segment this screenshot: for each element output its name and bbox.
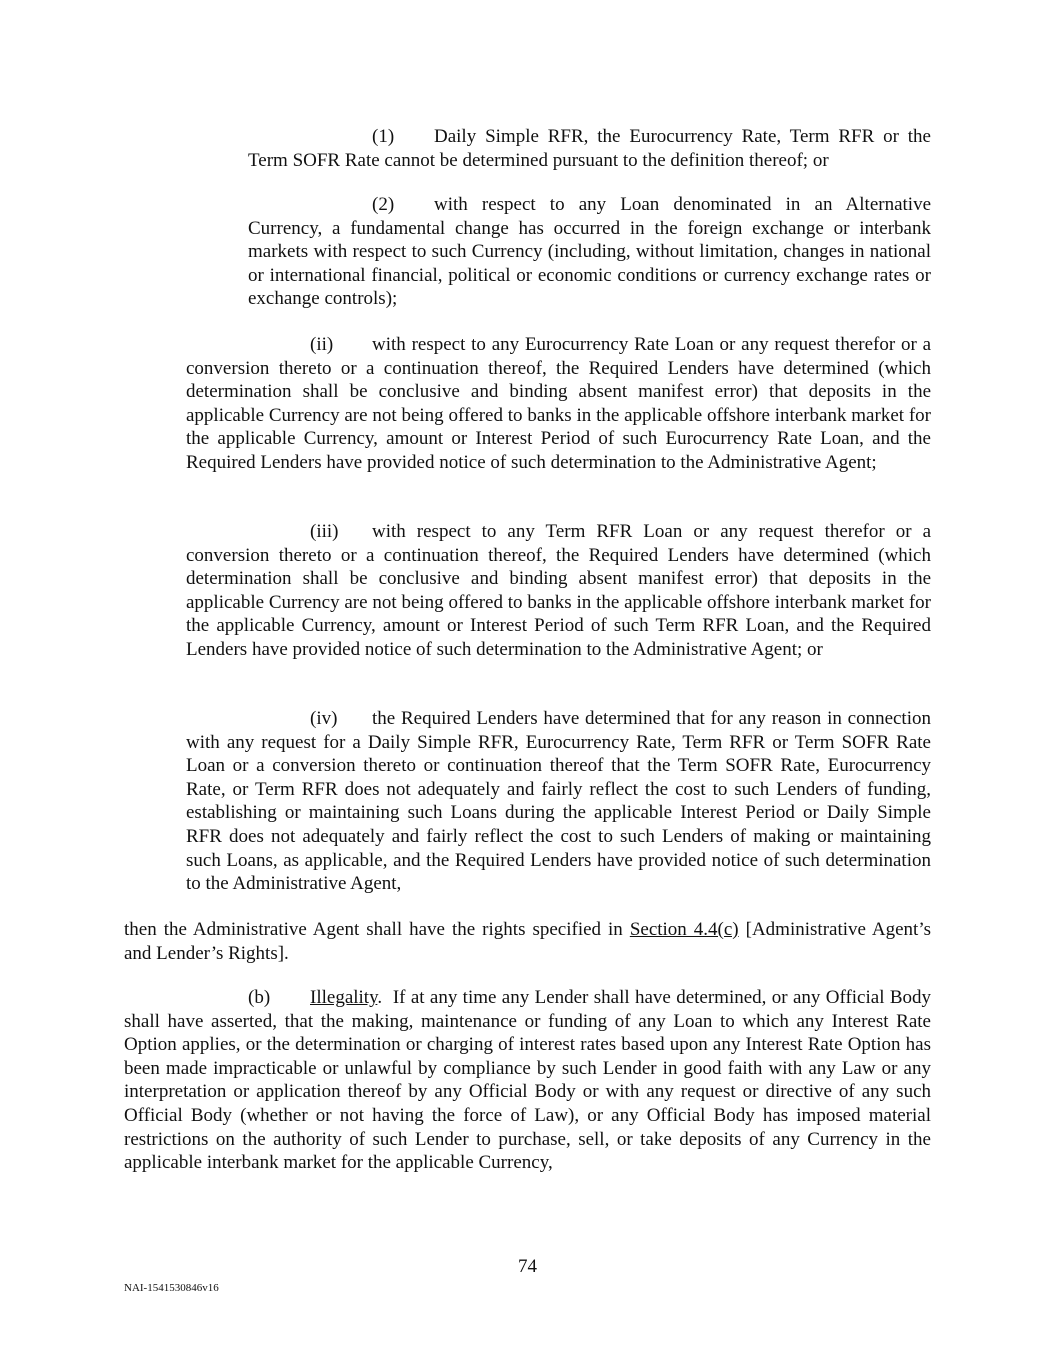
clause-text: Daily Simple RFR, the Eurocurrency Rate, Term RFR or the Term SOFR Rate cannot be determined pursuant to the definition thereof; or [248,126,931,171]
clause-ii [186,333,931,475]
clause-text: with respect to any Loan denominated in an Alternative Currency, a fundamental change has occurred in the foreign exchange or interbank markets with respect to such Currency (including, without limitation, changes in national or international financial, political or economic conditions or currency exchange rates or exchange controls); [248,194,931,310]
clause-2 [248,193,931,311]
page-number: 74 [518,1256,537,1277]
clause-text: with respect to any Eurocurrency Rate Loan or any request therefor or a conversion thereto or a continuation thereof, the Required Lenders have determined (which determination shall be conclusive and binding absent manifest error) that deposits in the applicable Currency are not being offered to banks in the applicable offshore interbank market for the applicable Currency, amount or Interest Period of such Eurocurrency Rate Loan, and the Required Lenders have provided notice of such determination to the Administrative Agent; [186,334,931,473]
then-text-end: [Administrative Agent’s and Lender’s Rights]. [124,919,931,964]
clause-label: (ii) [310,334,334,355]
clause-1 [248,125,931,172]
clause-text: with respect to any Term RFR Loan or any request therefor or a conversion thereto or a continuation thereof, the Required Lenders have determined (which determination shall be conclusive and binding absent manifest error) that deposits in the applicable Currency are not being offered to banks in the applicable offshore interbank market for the applicable Currency, amount or Interest Period of such Term RFR Loan, and the Required Lenders have provided notice of such determination to the Administrative Agent; or [186,521,931,660]
clause-label: (b) [248,987,271,1008]
clause-text: the Required Lenders have determined that for any reason in connection with any request for a Daily Simple RFR, Eurocurrency Rate, Term RFR or Term SOFR Rate Loan or a conversion thereto or continuation thereof that the Term SOFR Rate, Eurocurrency Rate, or Term RFR does not adequately and fairly reflect the cost to such Lenders of funding, establishing or maintaining such Loans during the applicable Interest Period or Daily Simple RFR does not adequately and fairly reflect the cost to such Lenders of making or maintaining such Loans, as applicable, and the Required Lenders have provided notice of such determination to the Administrative Agent, [186,708,931,895]
then-text: then the Administrative Agent shall have the rights specified in [124,919,630,940]
section-reference-link[interactable]: Section 4.4(c) [629,919,739,940]
clause-b-illegality [124,986,936,1175]
clause-heading: Illegality [310,987,378,1008]
document-id: NAI-1541530846v16 [124,1282,219,1294]
clause-label: (2) [372,194,395,215]
clause-label: (iv) [310,708,338,729]
clause-label: (1) [372,126,395,147]
clause-text: . If at any time any Lender shall have determined, or any Official Body shall have asserted, that the making, maintenance or funding of any Loan to which any Interest Rate Option applies, or the determination or charging of interest rates based upon any Interest Rate Option has been made impracticable or unlawful by compliance by such Lender in good faith with any Law or any interpretation or application thereof by any Official Body or with any request or directive of any such Official Body (whether or not having the force of Law), or any Official Body has imposed material restrictions on the authority of such Lender to purchase, sell, or take deposits of any Currency in the applicable interbank market for the applicable Currency, [124,987,936,1174]
clause-iii [186,520,931,662]
then-paragraph [124,918,931,965]
clause-iv [186,707,931,896]
clause-label: (iii) [310,521,339,542]
